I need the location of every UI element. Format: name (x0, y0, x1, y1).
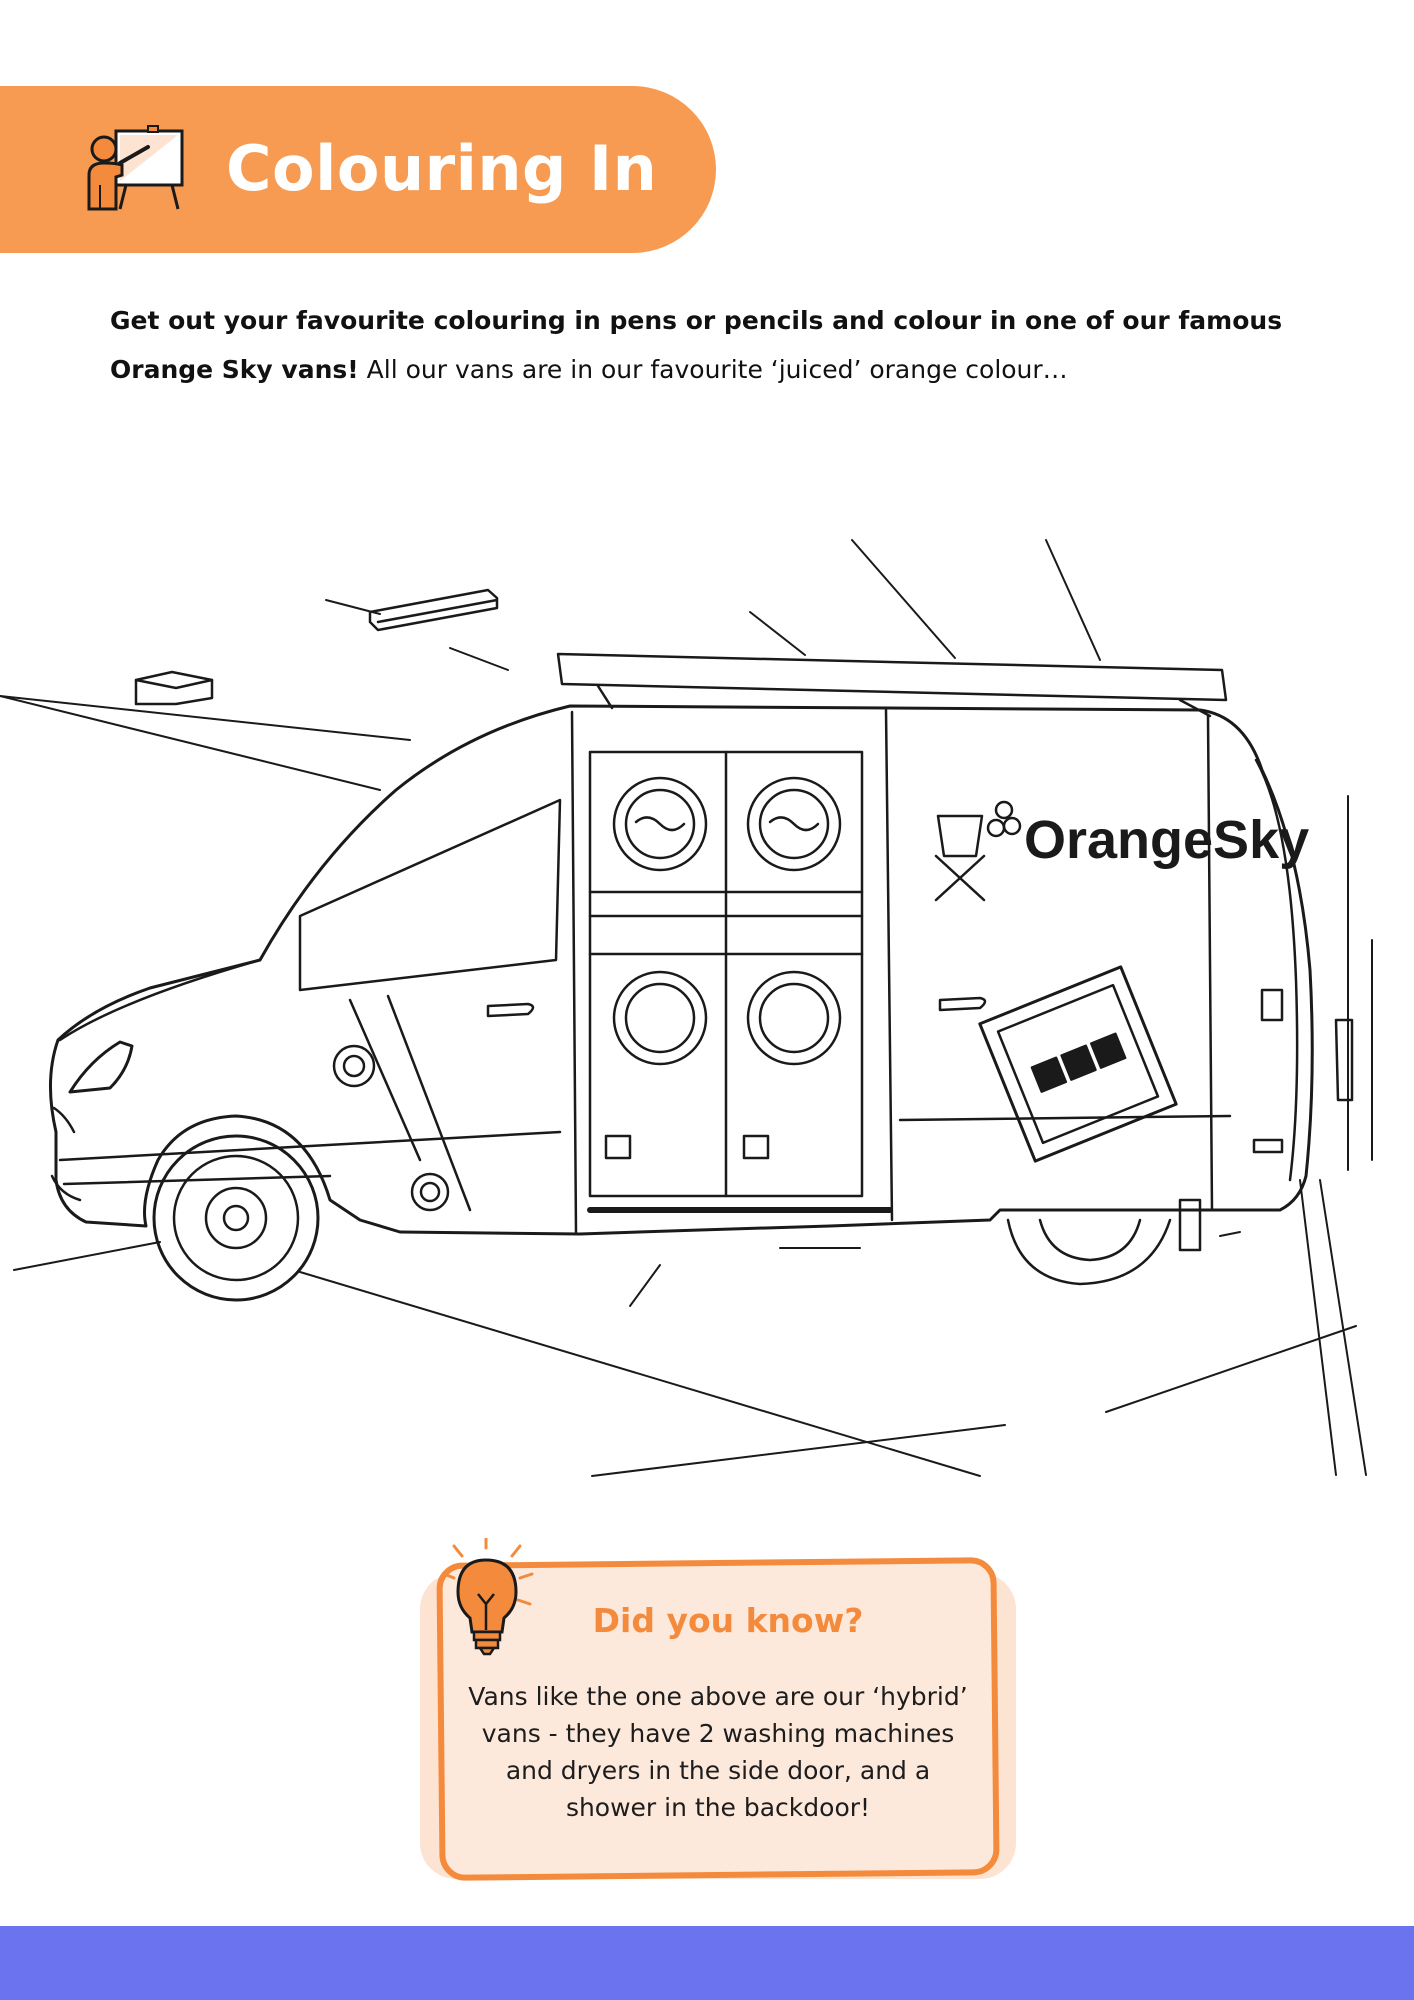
page-title: Colouring In (226, 132, 658, 205)
rear-wheel (1008, 1200, 1200, 1284)
orangesky-logo (936, 802, 1309, 900)
van-decals (334, 1046, 448, 1210)
did-you-know-body: Vans like the one above are our ‘hybrid’ vans - they have 2 washing machines and dryers in the side door, and a shower in the backdoor! (468, 1682, 968, 1822)
van-body (50, 706, 1352, 1234)
intro-bold-text: Get out your favourite colouring in pens or pencils and colour in one of our famous Orange Sky vans! (110, 306, 1283, 384)
ceiling-lights (136, 590, 497, 704)
van-colouring-illustration (0, 520, 1414, 1480)
social-sign (980, 967, 1176, 1161)
intro-paragraph (110, 296, 1310, 394)
washing-machines (590, 752, 890, 1210)
intro-regular-text: All our vans are in our favourite ‘juiced’ orange colour… (366, 355, 1068, 384)
brand-logo-text: OrangeSky (1024, 810, 1310, 870)
did-you-know-title: Did you know? (592, 1601, 864, 1640)
footer-bar (0, 1926, 1414, 2000)
front-wheel (154, 1136, 318, 1300)
presentation-teacher-icon (86, 125, 192, 211)
